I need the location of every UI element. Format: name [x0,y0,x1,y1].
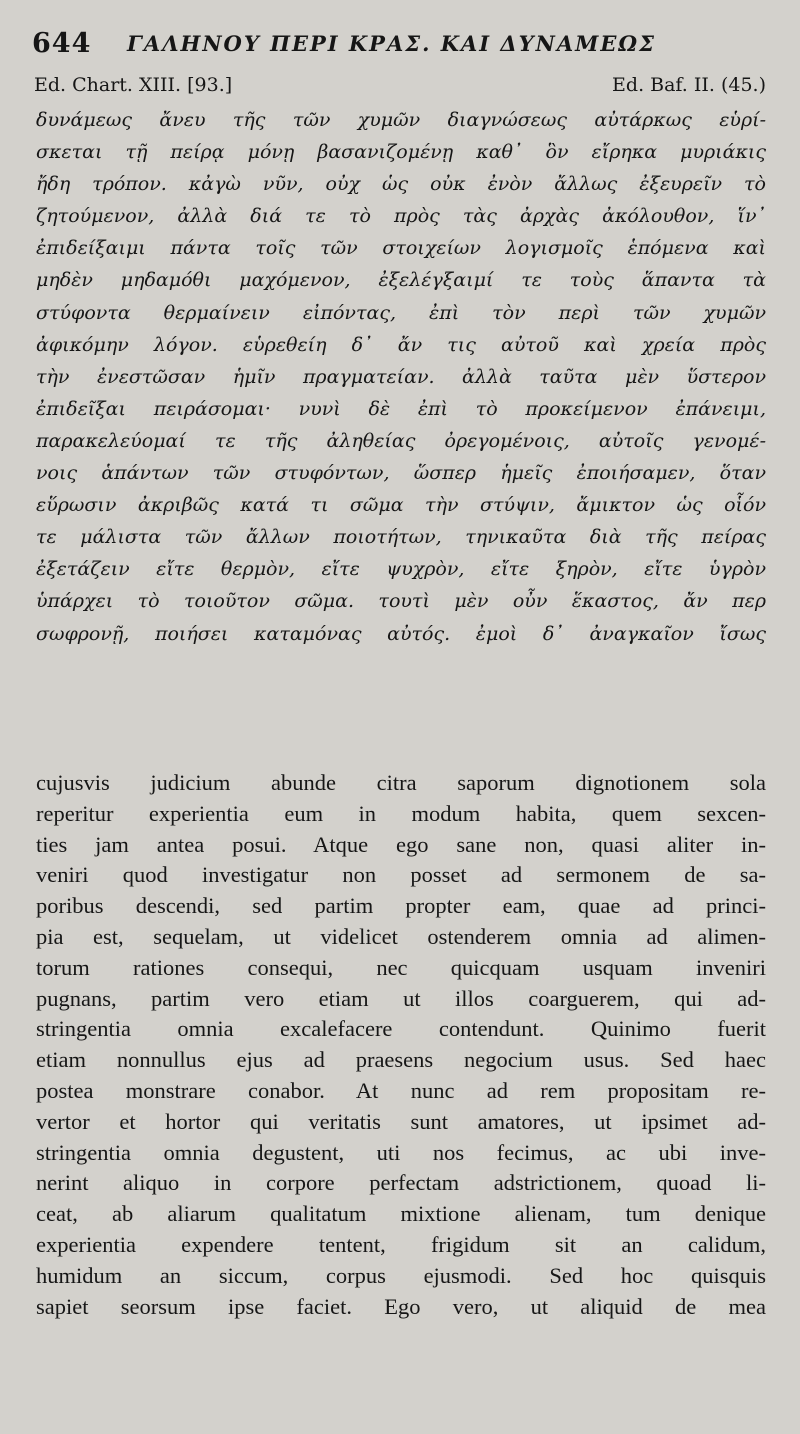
latin-text-block [36,768,766,1322]
running-head [32,28,772,64]
text-line: ἐξετάζειν εἴτε θερμὸν, εἴτε ψυχρὸν, εἴτε ξηρὸν, εἴτε ὑγρὸν [36,558,766,581]
text-line: τε μάλιστα τῶν ἄλλων ποιοτήτων, τηνικαῦτα διὰ τῆς πείρας [36,526,766,549]
text-line: poribus descendi, sed partim propter eam, quae ad princi- [36,893,766,919]
text-line: ἐπιδείξαιμι πάντα τοῖς τῶν στοιχείων λογισμοῖς ἑπόμενα καὶ [36,237,766,260]
text-line: δυνάμεως ἄνευ τῆς τῶν χυμῶν διαγνώσεως αὐτάρκως εὑρί- [36,109,766,131]
text-line: stringentia omnia excalefacere contendunt. Quinimo fuerit [36,1016,766,1042]
text-line: σωφρονῇ, ποιήσει καταμόνας αὐτός. ἐμοὶ δ᾽ ἀναγκαῖον ἴσως [36,622,766,645]
edition-reference-left: Ed. Chart. XIII. [93.] [34,74,233,96]
text-line: sapiet seorsum ipse faciet. Ego vero, ut aliquid de mea [36,1293,766,1319]
page-number: 644 [32,28,92,59]
text-line: torum rationes consequi, nec quicquam usquam inveniri [36,954,766,980]
text-line: postea monstrare conabor. At nunc ad rem propositam re- [36,1077,766,1103]
text-line: vertor et hortor qui veritatis sunt amatores, ut ipsimet ad- [36,1108,766,1134]
edition-reference-right: Ed. Baf. II. (45.) [612,74,766,96]
text-line: σκεται τῇ πείρᾳ μόνῃ βασανιζομένῃ καθ᾽ ὃν εἴρηκα μυριάκις [36,141,766,164]
text-line: ἐπιδεῖξαι πειράσομαι· νυνὶ δὲ ἐπὶ τὸ προκείμενον ἐπάνειμι, [36,397,766,420]
text-line: ὑπάρχει τὸ τοιοῦτον σῶμα. τουτὶ μὲν οὖν ἕκαστος, ἄν περ [36,590,766,613]
text-line: εὕρωσιν ἀκριβῶς κατά τι σῶμα τὴν στύψιν, ἄμικτον ὡς οἷόν [36,494,766,517]
text-line: experientia expendere tentent, frigidum sit an calidum, [36,1231,766,1257]
text-line: stringentia omnia degustent, uti nos fecimus, ac ubi inve- [36,1139,766,1165]
text-line: reperitur experientia eum in modum habita, quem sexcen- [36,800,766,826]
text-line: etiam nonnullus ejus ad praesens negocium usus. Sed haec [36,1047,766,1073]
text-line: ἀφικόμην λόγον. εὑρεθείη δ᾽ ἄν τις αὐτοῦ καὶ χρεία πρὸς [36,333,766,356]
text-line: τὴν ἐνεστῶσαν ἡμῖν πραγματείαν. ἀλλὰ ταῦτα μὲν ὕστερον [36,365,766,388]
text-line: pia est, sequelam, ut videlicet ostenderem omnia ad alimen- [36,923,766,949]
page-title: ΓΑΛΗΝΟΥ ΠΕΡΙ ΚΡΑΣ. ΚΑΙ ΔΥΝΑΜΕΩΣ [127,31,656,56]
text-line: ceat, ab aliarum qualitatum mixtione alienam, tum denique [36,1201,766,1227]
text-line: cujusvis judicium abunde citra saporum dignotionem sola [36,770,766,795]
greek-text-block [36,104,766,650]
text-line: ἤδη τρόπον. κἀγὼ νῦν, οὐχ ὡς οὐκ ἐνὸν ἄλλως ἐξευρεῖν τὸ [36,173,766,196]
text-line: παρακελεύομαί τε τῆς ἀληθείας ὀρεγομένοις, αὐτοῖς γενομέ- [36,429,766,452]
text-line: νοις ἁπάντων τῶν στυφόντων, ὥσπερ ἡμεῖς ἐποιήσαμεν, ὅταν [36,462,766,485]
text-line: veniri quod investigatur non posset ad sermonem de sa- [36,862,766,888]
text-line: ζητούμενον, ἀλλὰ διά τε τὸ πρὸς τὰς ἀρχὰς ἀκόλουθον, ἵν᾽ [36,205,766,228]
text-line: humidum an siccum, corpus ejusmodi. Sed hoc quisquis [36,1262,766,1288]
text-line: nerint aliquo in corpore perfectam adstrictionem, quoad li- [36,1170,766,1196]
text-line: στύφοντα θερμαίνειν εἰπόντας, ἐπὶ τὸν περὶ τῶν χυμῶν [36,301,766,324]
text-line: ties jam antea posui. Atque ego sane non, quasi aliter in- [36,831,766,857]
text-line: pugnans, partim vero etiam ut illos coarguerem, qui ad- [36,985,766,1011]
text-line: μηδὲν μηδαμόθι μαχόμενον, ἐξελέγξαιμί τε τοὺς ἅπαντα τὰ [36,269,766,292]
